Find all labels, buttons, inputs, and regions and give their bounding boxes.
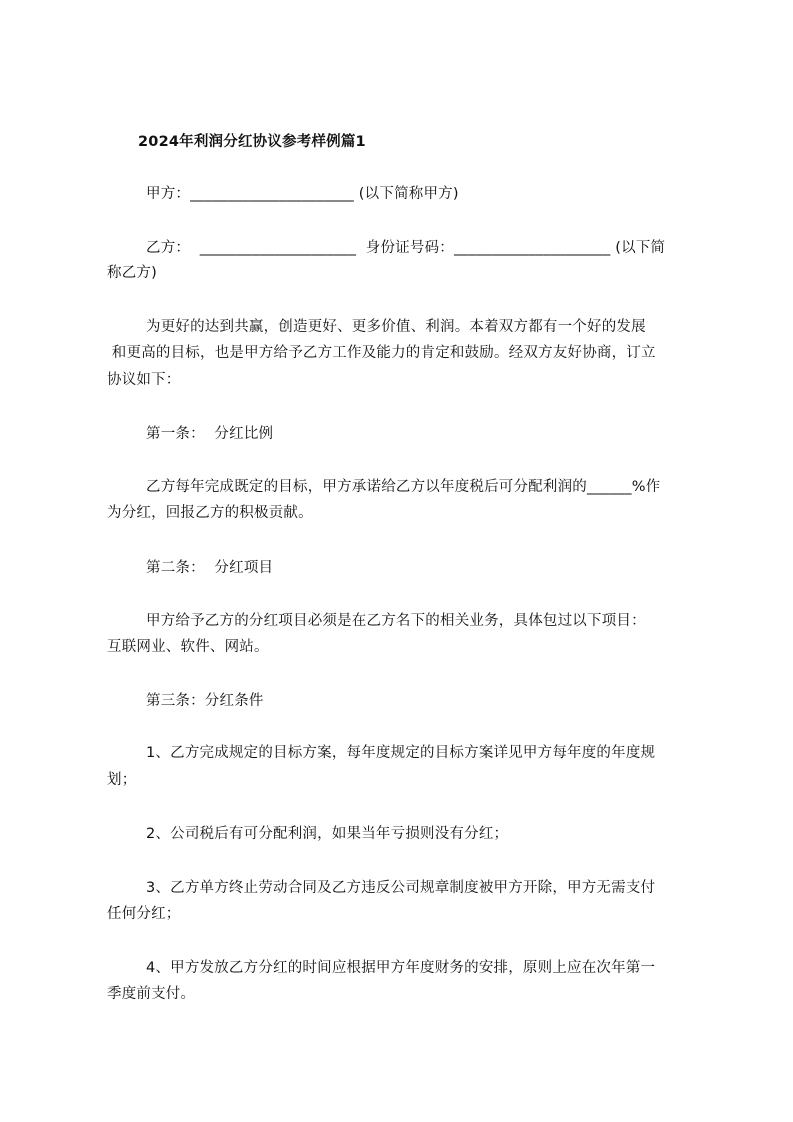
party-a-line: 甲方：______________________ (以下简称甲方) <box>146 186 459 202</box>
condition-2-line: 2、公司税后有可分配利润，如果当年亏损则没有分红； <box>146 826 509 842</box>
condition-4-line-2: 季度前支付。 <box>107 986 196 1002</box>
condition-3-line-1: 3、乙方单方终止劳动合同及乙方违反公司规章制度被甲方开除，甲方无需支付 <box>146 880 656 896</box>
preamble-line-2: 和更高的目标，也是甲方给予乙方工作及能力的肯定和鼓励。经双方友好协商，订立 <box>107 345 656 361</box>
party-b-line: 乙方： _____________________ 身份证号码：_____________________ (以下简 <box>146 240 666 256</box>
condition-3-line-2: 任何分红； <box>107 906 181 922</box>
condition-4-line-1: 4、甲方发放乙方分红的时间应根据甲方年度财务的安排，原则上应在次年第一 <box>146 960 656 976</box>
article-1-heading: 第一条： 分红比例 <box>146 426 274 442</box>
article-1-body-2: 为分红，回报乙方的积极贡献。 <box>107 505 313 521</box>
condition-1-line-2: 划； <box>107 772 137 788</box>
condition-1-line-1: 1、乙方完成规定的目标方案，每年度规定的目标方案详见甲方每年度的年度规 <box>146 745 656 761</box>
preamble-line-1: 为更好的达到共赢，创造更好、更多价值、利润。本着双方都有一个好的发展 <box>146 319 646 335</box>
preamble-line-3: 协议如下： <box>107 372 181 388</box>
article-3-heading: 第三条：分红条件 <box>146 693 264 709</box>
article-2-heading: 第二条： 分红项目 <box>146 560 274 576</box>
article-1-body-1: 乙方每年完成既定的目标，甲方承诺给乙方以年度税后可分配利润的______%作 <box>146 479 661 495</box>
article-2-body-2: 互联网业、软件、网站。 <box>107 639 269 655</box>
document-title: 2024年利润分红协议参考样例篇1 <box>138 134 366 150</box>
party-b-line-cont: 称乙方) <box>107 265 157 281</box>
article-2-body-1: 甲方给予乙方的分红项目必须是在乙方名下的相关业务，具体包过以下项目： <box>146 613 646 629</box>
